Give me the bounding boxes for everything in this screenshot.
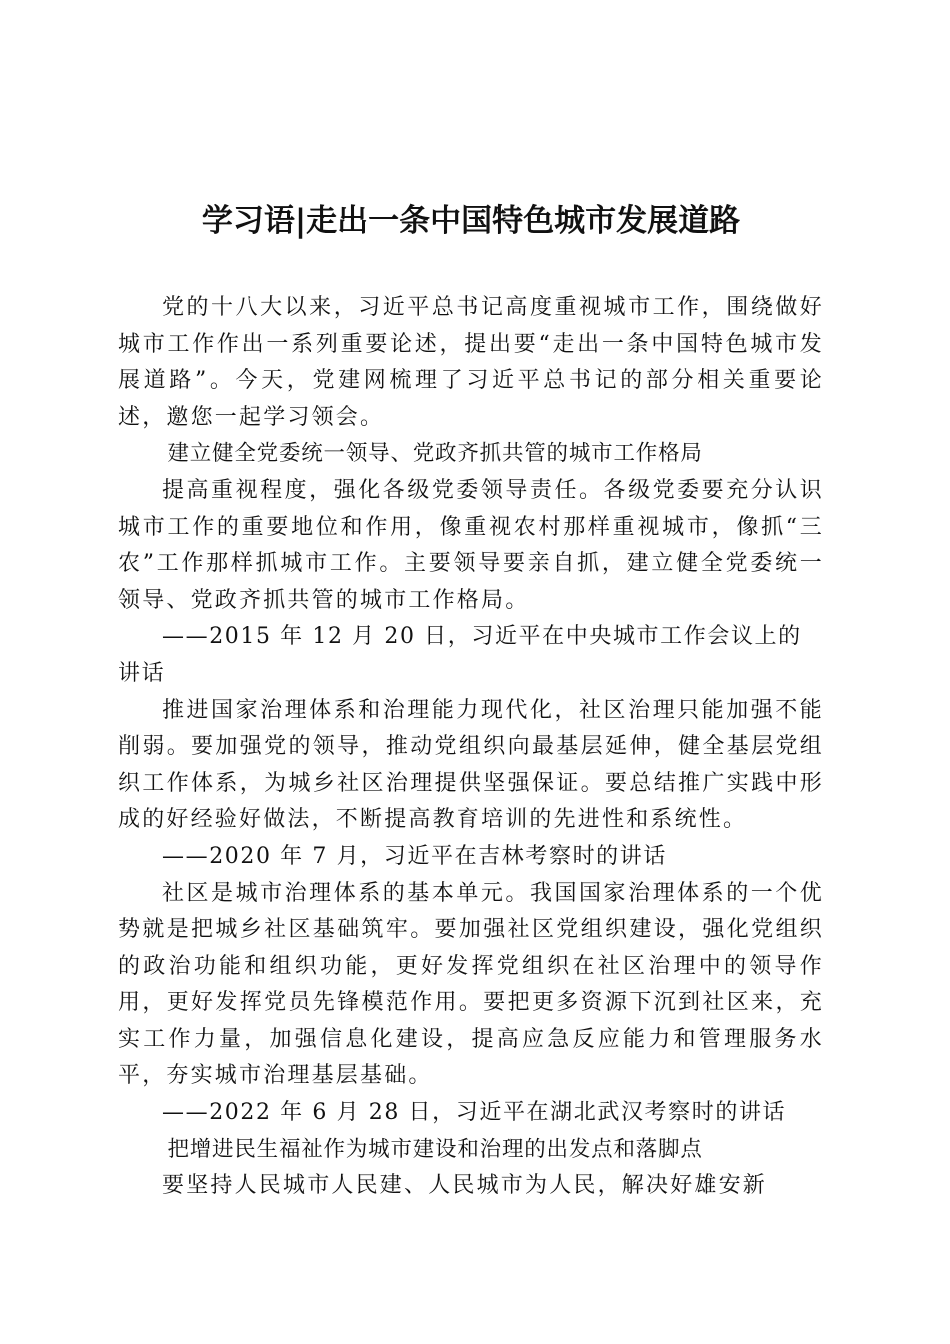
quote-paragraph-1: 提高重视程度，强化各级党委领导责任。各级党委要充分认识城市工作的重要地位和作用，像重视农村那样重视城市，像抓“三农”工作那样抓城市工作。主要领导要亲自抓，建立健全党委统一领导、党政齐抓共管的城市工作格局。 bbox=[118, 477, 824, 613]
document-body bbox=[118, 290, 824, 1205]
intro-paragraph: 党的十八大以来，习近平总书记高度重视城市工作，围绕做好城市工作作出一系列重要论述，提出要“走出一条中国特色城市发展道路”。今天，党建网梳理了习近平总书记的部分相关重要论述，邀您一起学习领会。 bbox=[118, 295, 824, 430]
section-heading-1: 建立健全党委统一领导、党政齐抓共管的城市工作格局 bbox=[167, 441, 703, 467]
quote-paragraph-2: 推进国家治理体系和治理能力现代化，社区治理只能加强不能削弱。要加强党的领导，推动党组织向最基层延伸，健全基层党组织工作体系，为城乡社区治理提供坚强保证。要总结推广实践中形成的好经验好做法，不断提高教育培训的先进性和系统性。 bbox=[118, 697, 824, 833]
document-title: 学习语|走出一条中国特色城市发展道路 bbox=[201, 203, 741, 239]
quote-source-1: ——2015 年 12 月 20 日，习近平在中央城市工作会议上的讲话 bbox=[118, 624, 802, 686]
quote-paragraph-3: 社区是城市治理体系的基本单元。我国国家治理体系的一个优势就是把城乡社区基础筑牢。要加强社区党组织建设，强化党组织的政治功能和组织功能，更好发挥党组织在社区治理中的领导作用，更好发挥党员先锋模范作用。要把更多资源下沉到社区来，充实工作力量，加强信息化建设，提高应急反应能力和管理服务水平，夯实城市治理基层基础。 bbox=[118, 880, 824, 1089]
document-page bbox=[118, 0, 824, 1344]
quote-paragraph-4: 要坚持人民城市人民建、人民城市为人民，解决好雄安新 bbox=[162, 1173, 768, 1199]
quote-source-3: ——2022 年 6 月 28 日，习近平在湖北武汉考察时的讲话 bbox=[162, 1100, 787, 1126]
quote-source-2: ——2020 年 7 月，习近平在吉林考察时的讲话 bbox=[162, 843, 667, 869]
section-heading-2: 把增进民生福祉作为城市建设和治理的出发点和落脚点 bbox=[167, 1136, 703, 1162]
